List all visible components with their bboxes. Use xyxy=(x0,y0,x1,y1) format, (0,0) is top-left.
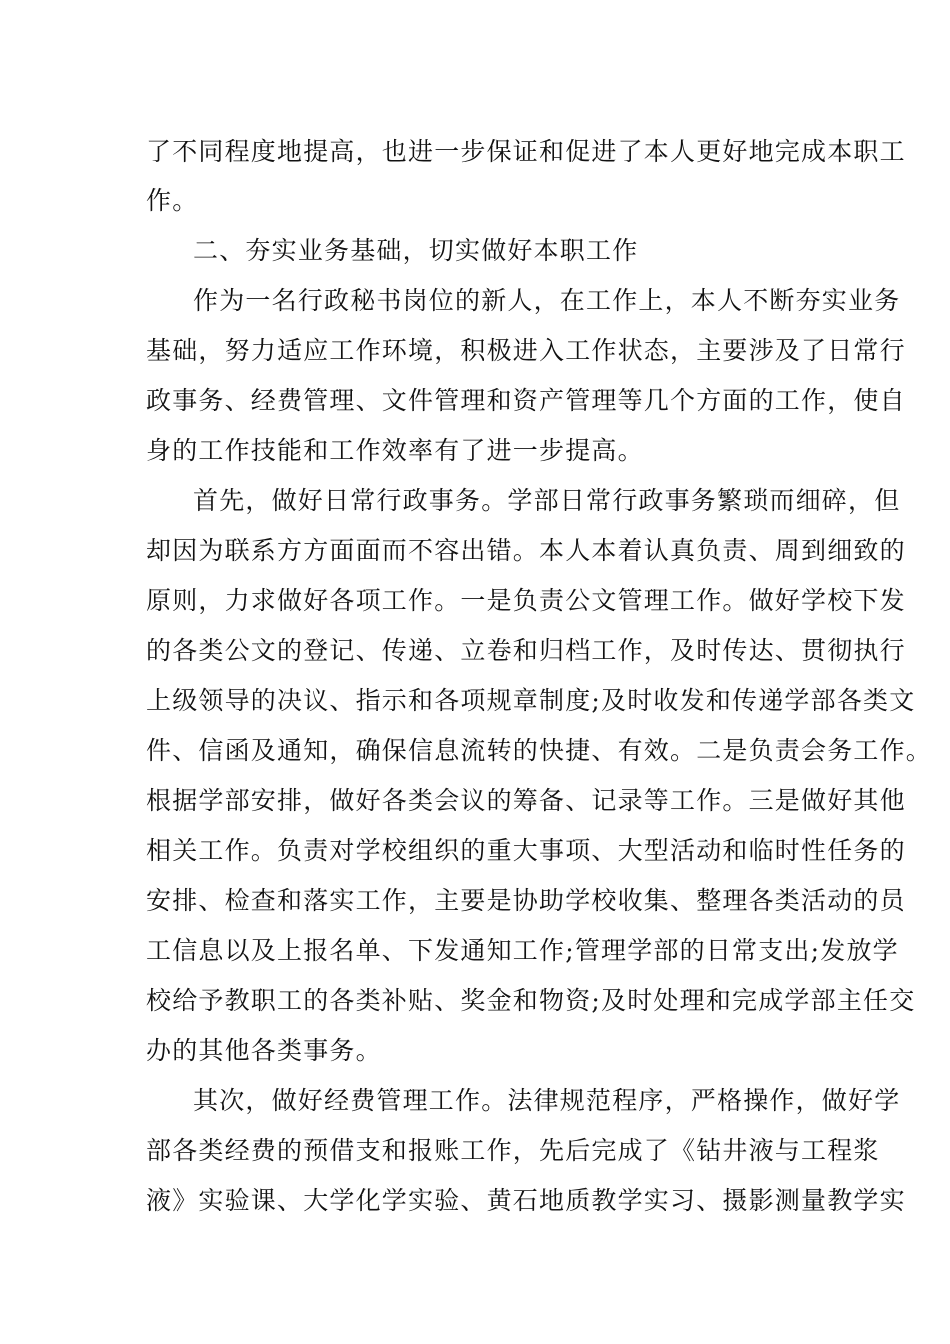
section-heading: 二、夯实业务基础，切实做好本职工作 xyxy=(193,236,639,265)
text-line-9: 却因为联系方方面面而不容出错。本人本着认真负责、周到细致的 xyxy=(146,536,906,565)
text-line-4: 作为一名行政秘书岗位的新人，在工作上，本人不断夯实业务 xyxy=(193,286,901,315)
text-line-1: 了不同程度地提高，也进一步保证和促进了本人更好地完成本职工 xyxy=(146,137,906,166)
text-line-16: 安排、检查和落实工作，主要是协助学校收集、整理各类活动的员 xyxy=(146,886,906,915)
text-line-13: 件、信函及通知，确保信息流转的快捷、有效。二是负责会务工作。 xyxy=(146,736,933,765)
text-line-18: 校给予教职工的各类补贴、奖金和物资;及时处理和完成学部主任交 xyxy=(146,986,916,1015)
text-line-21: 部各类经费的预借支和报账工作，先后完成了《钻井液与工程浆 xyxy=(146,1136,880,1165)
text-line-17: 工信息以及上报名单、下发通知工作;管理学部的日常支出;发放学 xyxy=(146,936,899,965)
text-line-7: 身的工作技能和工作效率有了进一步提高。 xyxy=(146,436,644,465)
text-line-19: 办的其他各类事务。 xyxy=(146,1036,382,1065)
text-line-2: 作。 xyxy=(146,186,199,215)
text-line-14: 根据学部安排，做好各类会议的筹备、记录等工作。三是做好其他 xyxy=(146,786,906,815)
text-line-8: 首先，做好日常行政事务。学部日常行政事务繁琐而细碎，但 xyxy=(193,486,901,515)
text-line-12: 上级领导的决议、指示和各项规章制度;及时收发和传递学部各类文 xyxy=(146,686,916,715)
text-line-22: 液》实验课、大学化学实验、黄石地质教学实习、摄影测量教学实 xyxy=(146,1186,906,1215)
text-line-11: 的各类公文的登记、传递、立卷和归档工作，及时传达、贯彻执行 xyxy=(146,636,906,665)
text-line-5: 基础，努力适应工作环境，积极进入工作状态，主要涉及了日常行 xyxy=(146,336,906,365)
text-line-6: 政事务、经费管理、文件管理和资产管理等几个方面的工作，使自 xyxy=(146,386,906,415)
text-line-20: 其次，做好经费管理工作。法律规范程序，严格操作，做好学 xyxy=(193,1086,901,1115)
text-line-10: 原则，力求做好各项工作。一是负责公文管理工作。做好学校下发 xyxy=(146,586,906,615)
text-line-15: 相关工作。负责对学校组织的重大事项、大型活动和临时性任务的 xyxy=(146,836,906,865)
